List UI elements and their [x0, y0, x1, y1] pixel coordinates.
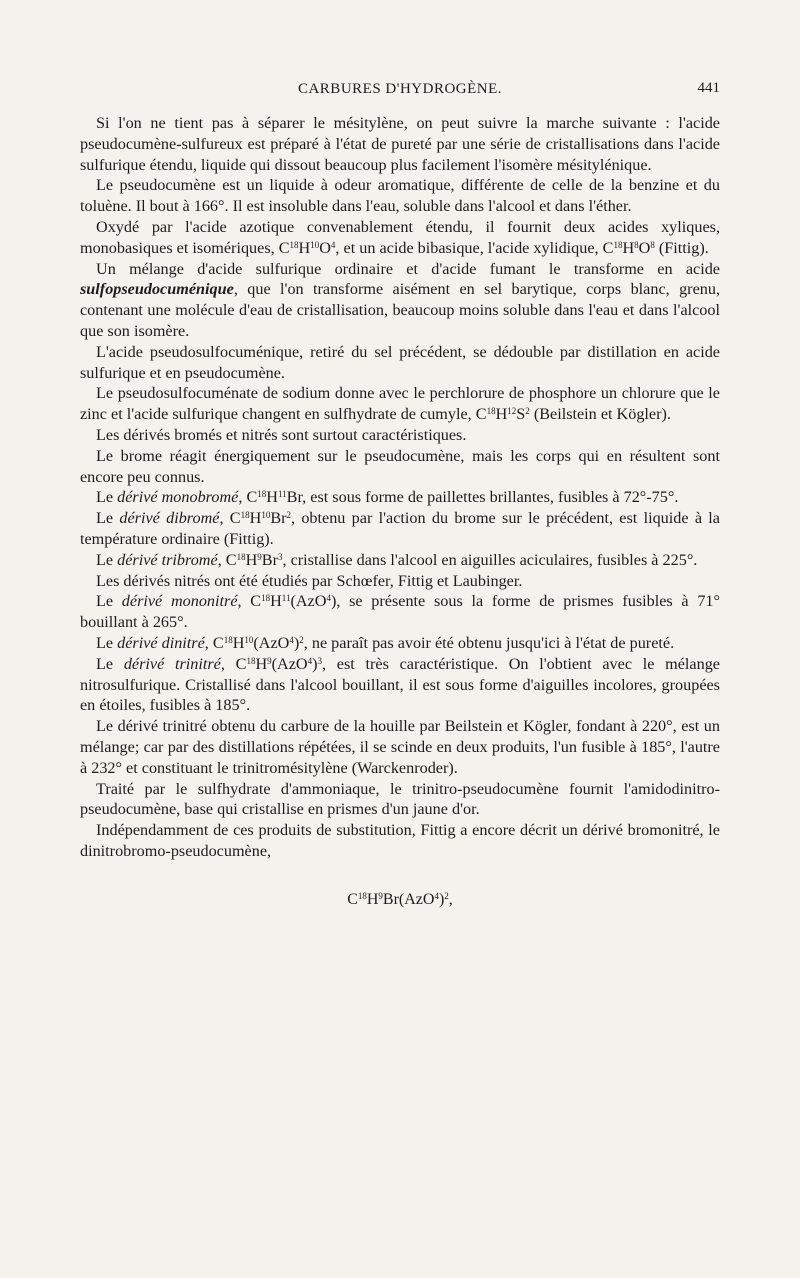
paragraph: Le pseudocumène est un liquide à odeur aromatique, différente de celle de la benzine et du toluène. Il bout à 166°. Il est insoluble dans l'eau, soluble dans l'alcool et dans l'éther.: [80, 176, 720, 216]
paragraph: Le dérivé dinitré, $C^{18}H^{10}(AzO^4)^2$, ne paraît pas avoir été obtenu jusqu'ici à l'état de pureté.: [96, 633, 675, 652]
paragraph: Le dérivé mononitré, $C^{18}H^{11}(AzO^4)$, se présente sous la forme de prismes fusibles à 71° bouillant à 265°.: [80, 592, 720, 632]
paragraph: Le dérivé dibromé, $C^{18}H^{10}Br^2$, obtenu par l'action du brome sur le précédent, est liquide à la température ordinaire (Fittig).: [80, 509, 720, 548]
body-text: [80, 113, 720, 910]
header-title: CARBURES D'HYDROGÈNE.: [297, 81, 503, 97]
paragraph: Traité par le sulfhydrate d'ammoniaque, le trinitro-pseudocumène fournit l'amidodinitro-pseudocumène, base qui cristallise en prismes d'un jaune d'or.: [80, 779, 720, 819]
paragraph: Les dérivés nitrés ont été étudiés par Schœfer, Fittig et Laubinger.: [96, 571, 523, 590]
paragraph: Indépendamment de ces produits de substitution, Fittig a encore décrit un dérivé bromonitré, le dinitrobromo-pseudocumène,: [80, 821, 720, 860]
paragraph: Un mélange d'acide sulfurique ordinaire et d'acide fumant le transforme en acide sulfopseudocuménique, que l'on transforme aisément en sel barytique, corps blanc, grenu, contenant une molécule d'eau de cristallisation, beaucoup moins soluble dans l'eau et dans l'alcool que son isomère.: [80, 259, 720, 340]
paragraph: Le dérivé monobromé, $C^{18}H^{11}Br$, est sous forme de paillettes brillantes, fusibles à 72°-75°.: [96, 488, 679, 507]
paragraph: L'acide pseudosulfocuménique, retiré du sel précédent, se dédouble par distillation en acide sulfurique et en pseudocumène.: [80, 342, 720, 382]
paragraph: Le brome réagit énergiquement sur le pseudocumène, mais les corps qui en résultent sont encore peu connus.: [80, 446, 720, 486]
paragraph: Les dérivés bromés et nitrés sont surtout caractéristiques.: [96, 425, 467, 444]
page-number: 441: [697, 80, 720, 96]
chemical-formula: $C^{18}H^9Br(AzO^4)^2$,: [347, 890, 453, 908]
paragraph: Le pseudosulfocuménate de sodium donne avec le perchlorure de phosphore un chlorure que le zinc et l'acide sulfurique changent en sulfhydrate de cumyle, $C^{18}H^{12}S^2$ (Beilstein et Kögler).: [80, 384, 720, 424]
paragraph: Le dérivé trinitré obtenu du carbure de la houille par Beilstein et Kögler, fondant à 220°, est un mélange; car par des distillations répétées, il se scinde en deux produits, l'un fusible à 185°, l'autre à 232° et constituant le trinitromésitylène (Warckenroder).: [80, 717, 720, 777]
paragraph: Le dérivé tribromé, $C^{18}H^9Br^3$, cristallise dans l'alcool en aiguilles aciculaires, fusibles à 225°.: [96, 550, 698, 569]
running-header: [80, 80, 720, 102]
paragraph: Le dérivé trinitré, $C^{18}H^9(AzO^4)^3$, est très caractéristique. On l'obtient avec le mélange nitrosulfurique. Cristallisé dans l'alcool bouillant, il est sous forme d'aiguilles incolores, groupées en étoiles, fusibles à 185°.: [80, 654, 720, 715]
paragraph: Si l'on ne tient pas à séparer le mésitylène, on peut suivre la marche suivante : l'acide pseudocumène-sulfureux est préparé à l'état de pureté par une série de cristallisations dans l'acide sulfurique étendu, liquide qui dissout beaucoup plus facilement l'isomère mésitylénique.: [80, 114, 720, 174]
paragraph: Oxydé par l'acide azotique convenablement étendu, il fournit deux acides xyliques, monobasiques et isomériques, $C^{18}H^{10}O^4$, et un acide bibasique, l'acide xylidique, $C^{18}H^8O^8$ (Fittig).: [80, 217, 720, 257]
